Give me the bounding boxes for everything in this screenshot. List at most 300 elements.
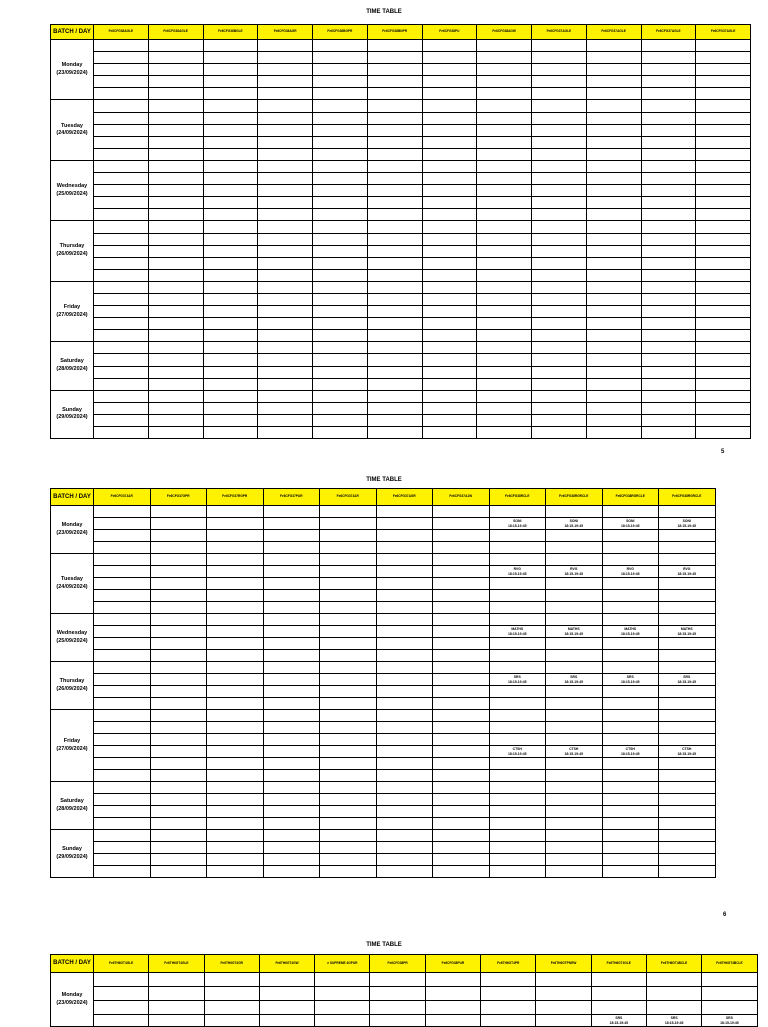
slot-cell [367,124,422,136]
slot-cell [602,698,659,710]
slot-cell [422,124,477,136]
slot-cell [696,306,751,318]
slot-cell [320,758,377,770]
slot-cell [602,830,659,842]
slot-cell [258,173,313,185]
class-entry [602,626,659,638]
slot-cell [320,578,377,590]
slot-cell [422,390,477,402]
slot-cell [203,318,258,330]
slot-cell [94,1015,149,1027]
class-subject: SRS [615,1016,623,1021]
slot-cell [433,662,490,674]
slot-cell [203,209,258,221]
slot-cell [320,806,377,818]
slot-cell [586,402,641,414]
slot-cell [532,245,587,257]
slot-cell [532,306,587,318]
slot-cell [263,710,320,722]
slot-cell [532,269,587,281]
slot-cell [477,269,532,281]
slot-cell [376,830,433,842]
slot-cell [203,366,258,378]
batch-header: Fe6CFG37A1W [433,489,490,506]
slot-cell [94,354,149,366]
slot-cell [263,806,320,818]
class-entry [602,746,659,758]
slot-cell [546,722,603,734]
slot-cell [376,806,433,818]
slot-cell [207,566,264,578]
slot-cell [94,330,149,342]
slot-cell [546,554,603,566]
slot-cell [696,64,751,76]
class-time: 18:15-19:45 [621,751,640,756]
slot-cell [546,734,603,746]
slot-cell [207,854,264,866]
slot-cell [320,542,377,554]
slot-cell [203,233,258,245]
slot-cell [258,40,313,52]
slot-cell [150,662,207,674]
slot-cell [94,578,151,590]
slot-cell [367,378,422,390]
class-subject: SRS [725,1016,733,1021]
slot-cell [320,530,377,542]
slot-cell [376,554,433,566]
slot-cell [489,830,546,842]
slot-cell [258,245,313,257]
slot-cell [489,638,546,650]
slot-cell [313,124,368,136]
slot-cell [489,686,546,698]
slot-cell [203,221,258,233]
slot-cell [641,221,696,233]
slot-cell [263,602,320,614]
slot-cell [258,318,313,330]
slot-cell [641,160,696,172]
slot-cell [94,734,151,746]
slot-cell [433,602,490,614]
slot-cell [477,342,532,354]
slot-cell [702,1001,757,1015]
day-slot-row [51,578,716,590]
slot-cell [586,390,641,402]
slot-cell [263,854,320,866]
slot-cell [258,342,313,354]
slot-cell [532,402,587,414]
slot-cell [150,650,207,662]
day-slot-row [51,402,751,414]
slot-cell [602,758,659,770]
slot-cell [481,1015,536,1027]
class-subject: SRS [570,675,578,680]
slot-cell [148,64,203,76]
slot-cell [263,734,320,746]
slot-cell [641,209,696,221]
slot-cell [263,866,320,878]
slot-cell [433,734,490,746]
slot-cell [367,221,422,233]
slot-cell [376,710,433,722]
slot-cell [696,269,751,281]
slot-cell [602,542,659,554]
slot-cell [477,390,532,402]
slot-cell [641,233,696,245]
slot-cell [148,209,203,221]
slot-cell [207,806,264,818]
slot-cell [148,136,203,148]
slot-cell [586,52,641,64]
class-entry [646,1015,701,1027]
slot-cell [641,427,696,439]
batch-header: Fe6CFG37RGPR [207,489,264,506]
slot-cell [433,674,490,686]
slot-cell [263,746,320,758]
slot-cell [546,638,603,650]
slot-cell [367,64,422,76]
slot-cell [204,973,259,987]
day-slot-row [51,160,751,172]
slot-cell [320,602,377,614]
slot-cell [422,136,477,148]
slot-cell [258,330,313,342]
slot-cell [532,173,587,185]
day-date: (29/09/2024) [56,853,88,860]
batch-header: Fe6CFG38AGLE [94,25,149,40]
slot-cell [546,506,603,518]
slot-cell [641,40,696,52]
slot-cell [320,614,377,626]
slot-cell [586,306,641,318]
slot-cell [367,390,422,402]
batch-header: Fe6CFG37PUR [263,489,320,506]
day-name: Wednesday [56,629,88,636]
class-subject: SRS [683,675,691,680]
slot-cell [149,1001,204,1015]
slot-cell [203,76,258,88]
slot-cell [586,378,641,390]
slot-cell [602,638,659,650]
slot-cell [696,209,751,221]
slot-cell [702,987,757,1001]
slot-cell [94,76,149,88]
slot-cell [150,602,207,614]
slot-cell [546,710,603,722]
timetable-1 [50,24,751,439]
page-number-1: 5 [721,449,725,455]
slot-cell [532,112,587,124]
slot-cell [602,794,659,806]
slot-cell [320,746,377,758]
slot-cell [489,758,546,770]
slot-cell [150,854,207,866]
class-subject: RVG [570,567,578,572]
slot-cell [94,40,149,52]
slot-cell [203,245,258,257]
class-subject: MATHS [624,627,637,632]
slot-cell [370,1015,425,1027]
slot-cell [659,650,716,662]
slot-cell [148,76,203,88]
slot-cell [696,76,751,88]
slot-cell [203,88,258,100]
class-entry [659,626,716,638]
batch-header: Fe6TH6GT4GR [204,955,259,973]
slot-cell [320,710,377,722]
slot-cell [150,566,207,578]
slot-cell [258,354,313,366]
day-date: (23/09/2024) [56,529,88,536]
slot-cell [207,674,264,686]
slot-cell [148,427,203,439]
slot-cell [586,148,641,160]
class-time: 18:15-19:45 [564,571,583,576]
slot-cell [696,40,751,52]
day-date: (29/09/2024) [56,414,88,421]
slot-cell [263,842,320,854]
day-date: (24/09/2024) [56,130,88,137]
slot-cell [148,100,203,112]
slot-cell [641,112,696,124]
day-slot-row [51,354,751,366]
slot-cell [263,650,320,662]
slot-cell [150,506,207,518]
day-date: (27/09/2024) [56,311,88,318]
slot-cell [94,64,149,76]
batch-header: Fe6CFG38AGR [258,25,313,40]
slot-cell [148,330,203,342]
class-time: 18:15-19:45 [677,751,696,756]
slot-cell [94,378,149,390]
class-subject: SONI [569,519,578,524]
slot-cell [433,626,490,638]
slot-cell [641,52,696,64]
slot-cell [148,185,203,197]
slot-cell [477,330,532,342]
slot-cell [263,518,320,530]
slot-cell [602,722,659,734]
slot-cell [150,758,207,770]
slot-cell [367,402,422,414]
slot-cell [422,306,477,318]
slot-cell [422,209,477,221]
slot-cell [94,506,151,518]
day-cell [51,221,94,281]
slot-cell [422,112,477,124]
slot-cell [204,1001,259,1015]
class-time: 18:15-19:45 [508,571,527,576]
class-subject: SONI [513,519,522,524]
slot-cell [586,293,641,305]
slot-cell [433,614,490,626]
slot-cell [659,602,716,614]
slot-cell [422,378,477,390]
class-subject: CTSH [625,747,635,752]
slot-cell [641,306,696,318]
slot-cell [641,64,696,76]
slot-cell [489,842,546,854]
slot-cell [258,100,313,112]
slot-cell [659,506,716,518]
slot-cell [94,185,149,197]
slot-cell [258,378,313,390]
slot-cell [659,614,716,626]
slot-cell [586,76,641,88]
day-name: Monday [61,62,83,69]
slot-cell [586,245,641,257]
class-time: 18:15-19:45 [508,631,527,636]
slot-cell [477,293,532,305]
slot-cell [602,650,659,662]
slot-cell [204,1015,259,1027]
day-slot-row [51,306,751,318]
slot-cell [367,366,422,378]
day-slot-row [51,638,716,650]
slot-cell [422,414,477,426]
slot-cell [204,987,259,1001]
slot-cell [477,354,532,366]
slot-cell [203,378,258,390]
slot-cell [320,842,377,854]
slot-cell [258,427,313,439]
slot-cell [367,112,422,124]
slot-cell [477,148,532,160]
slot-cell [477,281,532,293]
slot-cell [203,269,258,281]
day-slot-row [51,818,716,830]
slot-cell [477,112,532,124]
slot-cell [376,518,433,530]
day-name: Saturday [60,797,84,804]
day-date: (24/09/2024) [56,583,88,590]
slot-cell [489,662,546,674]
slot-cell [207,842,264,854]
slot-cell [313,100,368,112]
day-slot-row [51,794,716,806]
slot-cell [489,698,546,710]
slot-cell [258,88,313,100]
slot-cell [94,173,149,185]
slot-cell [94,281,149,293]
day-slot-row [51,342,751,354]
batch-header: Fe6CFG37AGLE [696,25,751,40]
slot-cell [263,818,320,830]
slot-cell [313,52,368,64]
slot-cell [602,770,659,782]
slot-cell [586,124,641,136]
batch-day-header: BATCH / DAY [51,25,94,40]
slot-cell [546,602,603,614]
slot-cell [150,518,207,530]
class-entry [546,674,603,686]
timetable-3 [50,954,758,1027]
day-slot-row [51,662,716,674]
slot-cell [94,866,151,878]
slot-cell [313,76,368,88]
slot-cell [94,269,149,281]
slot-cell [313,378,368,390]
day-slot-row [51,746,716,758]
class-entry [546,518,603,530]
slot-cell [696,414,751,426]
slot-cell [422,269,477,281]
slot-cell [477,427,532,439]
slot-cell [433,578,490,590]
slot-cell [94,638,151,650]
day-cell [51,40,94,100]
slot-cell [263,782,320,794]
slot-cell [320,506,377,518]
batch-header: Fe6CFG38AGLE [148,25,203,40]
slot-cell [659,698,716,710]
class-entry [602,518,659,530]
slot-cell [641,100,696,112]
slot-cell [586,414,641,426]
day-name: Thursday [59,677,85,684]
slot-cell [696,52,751,64]
slot-cell [586,269,641,281]
slot-cell [94,590,151,602]
slot-cell [313,197,368,209]
class-time: 18:15-19:45 [621,523,640,528]
slot-cell [148,306,203,318]
slot-cell [422,402,477,414]
class-entry [659,674,716,686]
slot-cell [641,88,696,100]
slot-cell [148,148,203,160]
slot-cell [422,257,477,269]
class-time: 18:15-19:45 [677,571,696,576]
slot-cell [94,782,151,794]
slot-cell [150,866,207,878]
slot-cell [425,1015,480,1027]
slot-cell [263,542,320,554]
class-subject: MATHS [511,627,524,632]
header-row [51,25,751,40]
slot-cell [376,746,433,758]
slot-cell [94,746,151,758]
class-time: 18:15-19:45 [609,1020,629,1025]
batch-header: Fe6TH6GT4BCLE [646,955,701,973]
slot-cell [532,100,587,112]
slot-cell [422,88,477,100]
slot-cell [489,506,546,518]
slot-cell [313,366,368,378]
slot-cell [546,758,603,770]
slot-cell [148,390,203,402]
slot-cell [148,318,203,330]
day-slot-row [51,185,751,197]
slot-cell [376,530,433,542]
slot-cell [203,52,258,64]
slot-cell [422,52,477,64]
day-slot-row [51,626,716,638]
slot-cell [532,330,587,342]
batch-header: Fe6CFG37AGLE [641,25,696,40]
slot-cell [203,197,258,209]
slot-cell [422,233,477,245]
slot-cell [376,782,433,794]
slot-cell [313,148,368,160]
slot-cell [367,306,422,318]
slot-cell [258,112,313,124]
slot-cell [150,842,207,854]
day-slot-row [51,987,758,1001]
slot-cell [94,698,151,710]
slot-cell [94,414,149,426]
slot-cell [433,842,490,854]
